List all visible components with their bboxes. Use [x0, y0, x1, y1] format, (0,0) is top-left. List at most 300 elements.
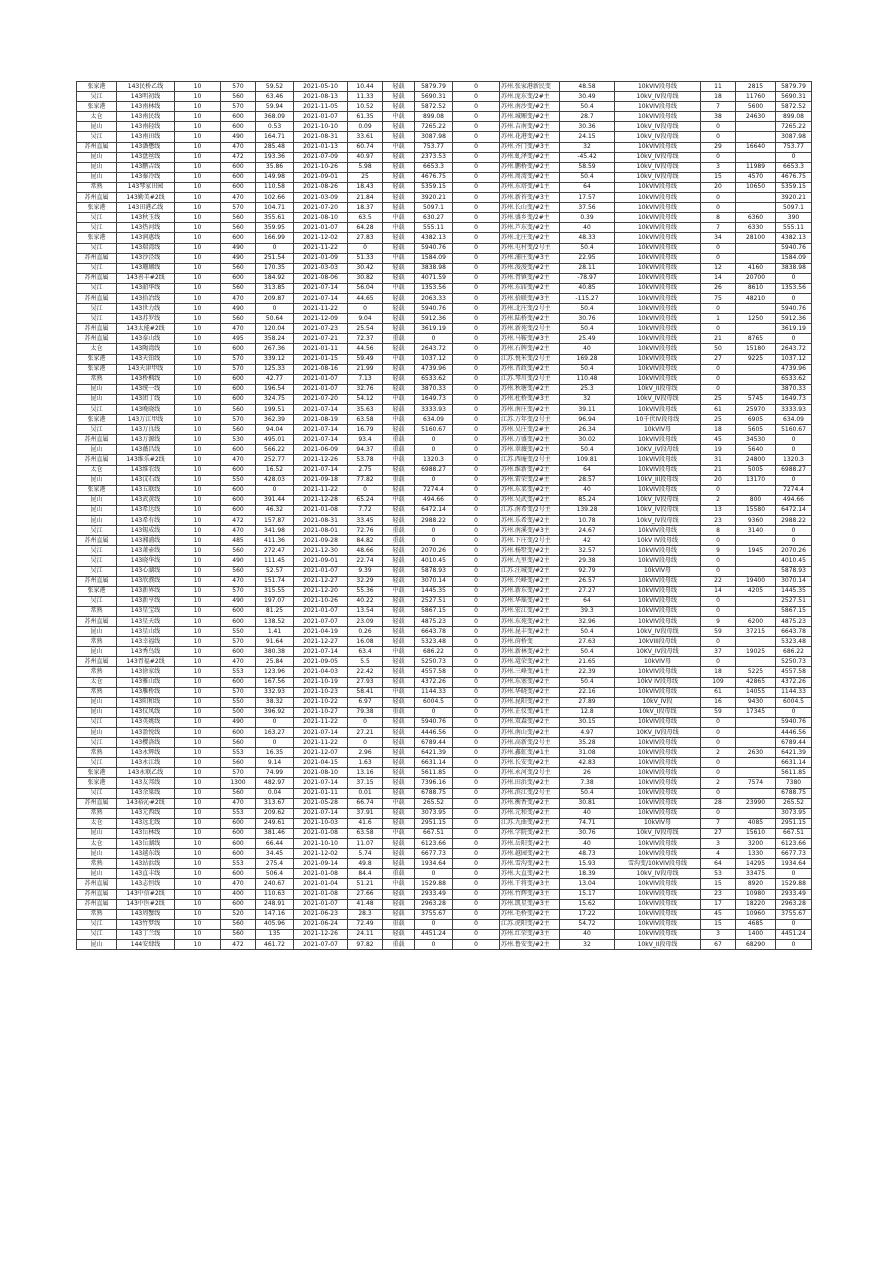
table-cell: 10kVIV段母线: [615, 929, 701, 939]
table-cell: 48.58: [560, 82, 615, 92]
table-cell: 苏州.干将变/#3主: [500, 879, 560, 889]
table-cell: 6123.66: [776, 839, 812, 849]
table-cell: 10: [175, 384, 221, 394]
table-cell: 1529.88: [415, 879, 453, 889]
table-cell: 苏州.浦庄变/#3主: [500, 253, 560, 263]
table-cell: 7: [701, 223, 736, 233]
table-cell: 0: [701, 717, 736, 727]
table-cell: 600: [221, 849, 256, 859]
table-cell: 太仓: [77, 465, 117, 475]
table-cell: 10: [175, 849, 221, 859]
table-cell: 0: [453, 929, 500, 939]
table-cell: 143武黄线: [117, 495, 175, 505]
table-cell: 13170: [736, 475, 776, 485]
table-row: [77, 374, 812, 384]
table-cell: 重载: [383, 334, 415, 344]
table-cell: 125.33: [256, 364, 294, 374]
table-cell: 30.76: [560, 314, 615, 324]
table-cell: 4205: [736, 586, 776, 596]
table-cell: 32: [560, 142, 615, 152]
table-cell: 143新界线: [117, 586, 175, 596]
table-cell: 0: [453, 314, 500, 324]
table-cell: 2021-07-14: [294, 405, 348, 415]
table-cell: 0: [701, 364, 736, 374]
table-cell: 143盘丝线: [117, 152, 175, 162]
table-row: [77, 324, 812, 334]
table-cell: 272.47: [256, 546, 294, 556]
table-cell: 轻载: [383, 566, 415, 576]
table-row: [77, 546, 812, 556]
table-cell: 10kVIV段母线: [615, 839, 701, 849]
table-cell: 10kVIV段母线: [615, 223, 701, 233]
table-cell: 10650: [736, 182, 776, 192]
table-cell: 0: [701, 788, 736, 798]
table-cell: 0: [348, 243, 383, 253]
table-cell: 5940.76: [415, 243, 453, 253]
table-cell: 4676.75: [776, 172, 812, 182]
table-cell: 0: [453, 849, 500, 859]
table-cell: 0: [453, 657, 500, 667]
table-cell: 苏州.大直变/#2主: [500, 869, 560, 879]
table-cell: 0: [776, 273, 812, 283]
table-cell: 10: [175, 939, 221, 949]
table-cell: 10kV_II段母线: [615, 384, 701, 394]
table-cell: 苏州.东庙变/#2主: [500, 283, 560, 293]
table-cell: 560: [221, 92, 256, 102]
table-cell: 苏州.虬泽变/#2主: [500, 152, 560, 162]
table-cell: 轻载: [383, 314, 415, 324]
table-cell: 轻载: [383, 505, 415, 515]
table-cell: [736, 122, 776, 132]
table-cell: 391.44: [256, 495, 294, 505]
table-cell: 11.07: [348, 839, 383, 849]
table-cell: 0: [453, 435, 500, 445]
table-cell: 38: [701, 112, 736, 122]
table-cell: 600: [221, 828, 256, 838]
table-cell: 吴江: [77, 223, 117, 233]
table-cell: 10kVIV段母线: [615, 889, 701, 899]
table-cell: 昆山: [77, 122, 117, 132]
table-cell: 10: [175, 142, 221, 152]
table-cell: [736, 657, 776, 667]
table-cell: 吴江: [77, 405, 117, 415]
table-cell: 0: [453, 839, 500, 849]
table-cell: 275.4: [256, 859, 294, 869]
table-cell: 3200: [736, 839, 776, 849]
table-cell: 143统一线: [117, 384, 175, 394]
table-cell: 2021-12-26: [294, 929, 348, 939]
table-cell: 10kVIV段母线: [615, 405, 701, 415]
table-cell: 0: [701, 596, 736, 606]
table-cell: 0: [453, 818, 500, 828]
table-cell: 轻载: [383, 293, 415, 303]
table-cell: 600: [221, 445, 256, 455]
table-cell: 2021-07-20: [294, 394, 348, 404]
table-row: [77, 798, 812, 808]
table-cell: 10: [175, 314, 221, 324]
table-cell: 苏州.华瑶变/#2主: [500, 596, 560, 606]
table-cell: 3870.33: [776, 384, 812, 394]
table-row: [77, 616, 812, 626]
table-cell: 899.08: [776, 112, 812, 122]
table-cell: 110.48: [560, 374, 615, 384]
table-cell: 4451.24: [415, 929, 453, 939]
table-cell: 0: [453, 193, 500, 203]
table-cell: 3755.67: [776, 909, 812, 919]
table-cell: 常熟: [77, 667, 117, 677]
table-cell: 44.65: [348, 293, 383, 303]
table-cell: 54.12: [348, 394, 383, 404]
table-cell: 6.97: [348, 697, 383, 707]
table-cell: 10kVIV段母线: [615, 203, 701, 213]
table-cell: 144安肆线: [117, 939, 175, 949]
table-cell: 143丁兰线: [117, 929, 175, 939]
table-cell: 18: [701, 425, 736, 435]
table-cell: 2021-01-13: [294, 142, 348, 152]
table-cell: 1945: [736, 546, 776, 556]
table-row: [77, 687, 812, 697]
table-cell: 17345: [736, 707, 776, 717]
table-cell: 2021-08-26: [294, 182, 348, 192]
table-row: [77, 334, 812, 344]
table-cell: 苏州.马鞍变/#3主: [500, 334, 560, 344]
table-cell: 3140: [736, 526, 776, 536]
table-cell: 19025: [736, 647, 776, 657]
table-cell: 22.16: [560, 687, 615, 697]
table-cell: 4160: [736, 263, 776, 273]
table-cell: 490: [221, 253, 256, 263]
table-cell: 0: [453, 606, 500, 616]
table-cell: 0: [348, 304, 383, 314]
table-cell: 28.3: [348, 909, 383, 919]
table-cell: 苏州直属: [77, 889, 117, 899]
table-cell: -78.97: [560, 273, 615, 283]
table-cell: 轻载: [383, 273, 415, 283]
table-cell: 0: [453, 647, 500, 657]
table-cell: 20: [701, 182, 736, 192]
table-row: [77, 869, 812, 879]
table-cell: 10kVIV段母线: [615, 182, 701, 192]
table-cell: 495.01: [256, 435, 294, 445]
table-cell: 2021-10-23: [294, 687, 348, 697]
table-row: [77, 657, 812, 667]
table-cell: 10.78: [560, 516, 615, 526]
table-cell: 0: [453, 324, 500, 334]
table-cell: 轻载: [383, 152, 415, 162]
table-cell: 昆山: [77, 707, 117, 717]
table-cell: 23: [701, 516, 736, 526]
table-cell: 56.04: [348, 283, 383, 293]
table-cell: 0: [701, 253, 736, 263]
table-cell: 143世力线: [117, 304, 175, 314]
table-cell: 10: [175, 243, 221, 253]
table-cell: 0: [776, 475, 812, 485]
table-cell: 143新亨线: [117, 596, 175, 606]
table-cell: 苏州.九里变/#2主: [500, 556, 560, 566]
table-row: [77, 717, 812, 727]
table-cell: 苏州.新林变/#2主: [500, 647, 560, 657]
table-cell: 10kV_IV段母线: [615, 828, 701, 838]
table-cell: 55.36: [348, 586, 383, 596]
table-cell: 中载: [383, 495, 415, 505]
table-row: [77, 748, 812, 758]
table-cell: 6421.39: [415, 748, 453, 758]
table-row: [77, 566, 812, 576]
table-cell: 0: [453, 475, 500, 485]
table-cell: 143拾冶线: [117, 293, 175, 303]
table-cell: 10kVIV段母线: [615, 717, 701, 727]
table-cell: 570: [221, 768, 256, 778]
table-cell: 163.27: [256, 728, 294, 738]
table-cell: 26.34: [560, 425, 615, 435]
table-cell: 10kVIV段母线: [615, 314, 701, 324]
table-cell: 轻载: [383, 768, 415, 778]
table-cell: 600: [221, 485, 256, 495]
table-cell: 6631.14: [415, 758, 453, 768]
table-cell: 0: [453, 919, 500, 929]
table-cell: 0: [776, 334, 812, 344]
table-cell: 中载: [383, 798, 415, 808]
table-cell: 10kV_IV段母线: [615, 505, 701, 515]
table-cell: 2527.51: [776, 596, 812, 606]
table-cell: 3755.67: [415, 909, 453, 919]
table-cell: 2963.28: [776, 899, 812, 909]
table-cell: 苏州.吴庄变/2#主: [500, 425, 560, 435]
table-cell: 10: [175, 152, 221, 162]
table-cell: 4446.56: [415, 728, 453, 738]
table-cell: 50.4: [560, 445, 615, 455]
table-cell: 苏州.竹辉变/#3主: [500, 889, 560, 899]
table-cell: 143星山线: [117, 627, 175, 637]
table-cell: 0: [453, 939, 500, 949]
table-cell: 10: [175, 273, 221, 283]
table-cell: 111.45: [256, 556, 294, 566]
table-row: [77, 859, 812, 869]
table-cell: 39.3: [560, 606, 615, 616]
table-cell: 66.44: [256, 839, 294, 849]
table-cell: 358.24: [256, 334, 294, 344]
table-cell: 35.63: [348, 405, 383, 415]
table-cell: 2021-10-26: [294, 162, 348, 172]
table-cell: 10kV_IV段母线: [615, 152, 701, 162]
table-cell: 10: [175, 102, 221, 112]
table-cell: 10: [175, 707, 221, 717]
table-cell: 中载: [383, 354, 415, 364]
table-cell: 0: [453, 203, 500, 213]
table-cell: 10: [175, 778, 221, 788]
table-cell: 167.56: [256, 677, 294, 687]
table-cell: 2021-05-10: [294, 82, 348, 92]
table-cell: 0: [453, 677, 500, 687]
table-cell: 吴江: [77, 546, 117, 556]
table-cell: 轻载: [383, 808, 415, 818]
table-cell: 2021-06-23: [294, 909, 348, 919]
table-cell: 1445.35: [415, 586, 453, 596]
table-cell: 2.96: [348, 748, 383, 758]
table-cell: 267.36: [256, 344, 294, 354]
table-cell: 59: [701, 707, 736, 717]
table-cell: 吴江: [77, 283, 117, 293]
table-cell: 昆山: [77, 627, 117, 637]
table-cell: 10kV_IV段母线: [615, 495, 701, 505]
table-cell: 21.84: [348, 193, 383, 203]
table-cell: 143盈悦线: [117, 728, 175, 738]
table-cell: 昆山: [77, 172, 117, 182]
table-row: [77, 485, 812, 495]
table-cell: 482.97: [256, 778, 294, 788]
table-cell: 苏州.滨江变/2号主: [500, 788, 560, 798]
table-cell: 10kVIV段母线: [615, 556, 701, 566]
table-cell: 800: [736, 495, 776, 505]
table-cell: 2021-07-14: [294, 808, 348, 818]
table-cell: 20700: [736, 273, 776, 283]
table-cell: [736, 536, 776, 546]
table-cell: 0: [256, 485, 294, 495]
table-row: [77, 425, 812, 435]
table-cell: 10kVIV段母线: [615, 455, 701, 465]
table-cell: 昆山: [77, 647, 117, 657]
table-cell: 0: [453, 859, 500, 869]
table-cell: 143太能#2线: [117, 324, 175, 334]
table-cell: 0: [453, 526, 500, 536]
table-cell: 苏州.鹏桥变/#2主: [500, 162, 560, 172]
table-cell: 570: [221, 364, 256, 374]
table-cell: 470: [221, 526, 256, 536]
table-cell: 轻载: [383, 243, 415, 253]
table-cell: 苏州.秋塘变/#2主: [500, 384, 560, 394]
table-cell: 张家港: [77, 768, 117, 778]
table-cell: 10kV_II段母线: [615, 939, 701, 949]
table-row: [77, 606, 812, 616]
table-cell: 50.4: [560, 647, 615, 657]
table-cell: 张家港: [77, 586, 117, 596]
table-cell: 2021-10-19: [294, 677, 348, 687]
table-cell: 193.36: [256, 152, 294, 162]
table-cell: 10kVIV段母线: [615, 102, 701, 112]
table-cell: 12: [701, 263, 736, 273]
table-cell: 37.91: [348, 808, 383, 818]
table-cell: 143天铂线: [117, 354, 175, 364]
table-cell: 24.67: [560, 526, 615, 536]
table-cell: 28: [701, 798, 736, 808]
table-cell: 10kVIV段母线: [615, 909, 701, 919]
table-cell: 17: [701, 899, 736, 909]
table-cell: 3920.21: [415, 193, 453, 203]
table-cell: 68290: [736, 939, 776, 949]
table-cell: 中载: [383, 687, 415, 697]
table-cell: 0: [256, 243, 294, 253]
table-cell: 18.37: [348, 203, 383, 213]
table-cell: 6789.44: [415, 738, 453, 748]
table-cell: 10kVIV段母线: [615, 778, 701, 788]
table-cell: 4875.23: [776, 616, 812, 626]
table-cell: 10kV_IV段母线: [615, 627, 701, 637]
table-cell: 10kVIV段母线: [615, 899, 701, 909]
table-cell: 470: [221, 576, 256, 586]
table-cell: 10kVIV段母线: [615, 435, 701, 445]
table-cell: 苏州.维新变/#2主: [500, 465, 560, 475]
table-row: [77, 394, 812, 404]
table-cell: 29.38: [560, 556, 615, 566]
table-cell: 0: [453, 304, 500, 314]
table-cell: [736, 606, 776, 616]
table-cell: 20: [701, 475, 736, 485]
table-cell: 40: [560, 344, 615, 354]
table-cell: 25.84: [256, 657, 294, 667]
table-cell: 67: [701, 939, 736, 949]
table-cell: 苏州.张家港新民变: [500, 82, 560, 92]
table-cell: 25.54: [348, 324, 383, 334]
table-cell: 5611.85: [776, 768, 812, 778]
table-cell: 苏州.晋政变/#2主: [500, 364, 560, 374]
table-cell: 吴江: [77, 738, 117, 748]
table-cell: 5878.93: [776, 566, 812, 576]
table-cell: 5250.73: [415, 657, 453, 667]
table-cell: 苏州.吴武变/#2主: [500, 495, 560, 505]
table-cell: 常熟: [77, 909, 117, 919]
table-cell: 560: [221, 919, 256, 929]
table-cell: 0: [776, 707, 812, 717]
table-cell: 24630: [736, 112, 776, 122]
table-cell: 2021-12-02: [294, 849, 348, 859]
table-cell: 600: [221, 465, 256, 475]
table-cell: 10kVIV段母线: [615, 364, 701, 374]
table-row: [77, 102, 812, 112]
table-cell: 0: [453, 142, 500, 152]
table-cell: 570: [221, 102, 256, 112]
table-cell: 4010.45: [776, 556, 812, 566]
table-cell: 2021-07-14: [294, 647, 348, 657]
table-cell: 2021-07-14: [294, 283, 348, 293]
table-cell: 2021-12-20: [294, 586, 348, 596]
table-cell: 10kVIV段母线: [615, 243, 701, 253]
table-cell: 10: [175, 455, 221, 465]
table-cell: 30.42: [348, 263, 383, 273]
table-cell: 0: [415, 919, 453, 929]
table-cell: 0: [453, 172, 500, 182]
table-cell: 600: [221, 677, 256, 687]
table-cell: 143晚晓线: [117, 405, 175, 415]
table-cell: 轻载: [383, 172, 415, 182]
table-cell: 0: [776, 939, 812, 949]
table-cell: 0: [701, 304, 736, 314]
table-cell: [736, 193, 776, 203]
table-cell: 0: [701, 566, 736, 576]
table-cell: 2021-07-14: [294, 728, 348, 738]
table-cell: 143桥枫线: [117, 374, 175, 384]
table-cell: 66.74: [348, 798, 383, 808]
table-cell: 张家港: [77, 102, 117, 112]
table-cell: 2021-12-28: [294, 495, 348, 505]
table-cell: 2021-01-11: [294, 788, 348, 798]
table-cell: 中载: [383, 828, 415, 838]
table-cell: 600: [221, 384, 256, 394]
table-cell: 吴江: [77, 243, 117, 253]
table-cell: 10KV_IV段母线: [615, 647, 701, 657]
table-cell: 143五联线: [117, 485, 175, 495]
table-cell: 94.37: [348, 445, 383, 455]
table-cell: [736, 717, 776, 727]
table-cell: 1300: [221, 778, 256, 788]
table-cell: 550: [221, 475, 256, 485]
table-cell: 吴江: [77, 919, 117, 929]
table-cell: 143元西线: [117, 808, 175, 818]
table-cell: 553: [221, 808, 256, 818]
table-cell: 33.61: [348, 132, 383, 142]
table-cell: 6677.73: [415, 849, 453, 859]
table-cell: 苏州.城厢变/#2主: [500, 112, 560, 122]
table-cell: 昆山: [77, 939, 117, 949]
